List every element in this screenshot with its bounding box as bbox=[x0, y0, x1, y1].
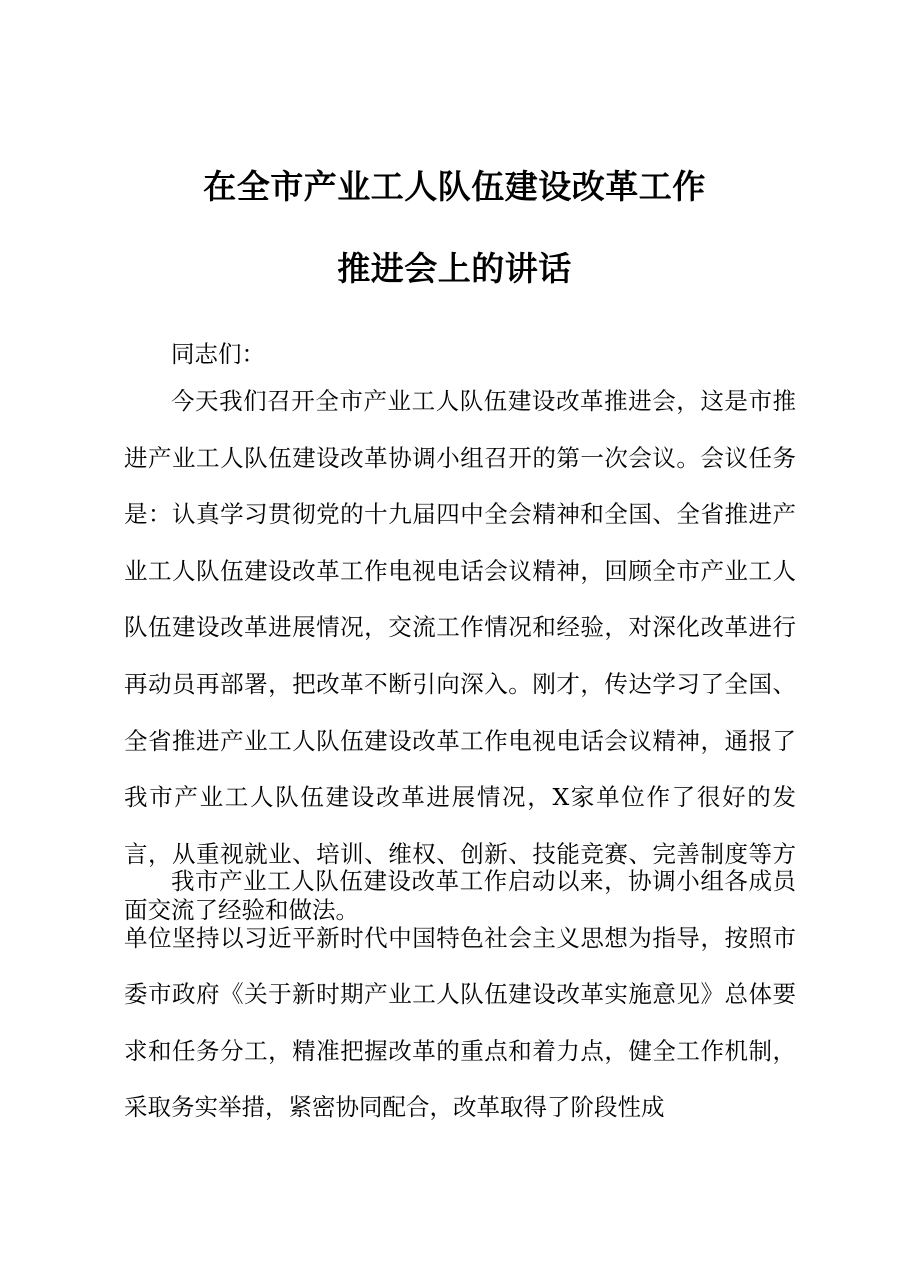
paragraph-1: 今天我们召开全市产业工人队伍建设改革推进会，这是市推进产业工人队伍建设改革协调小组召开的第一次会议。会议任务是：认真学习贯彻党的十九届四中全会精神和全国、全省推进产业工人队伍建设改革工作电视电话会议精神，回顾全市产业工人队伍建设改革进展情况，交流工作情况和经验，对深化改革进行再动员再部署，把改革不断引向深入。刚才，传达学习了全国、全省推进产业工人队伍建设改革工作电视电话会议精神，通报了我市产业工人队伍建设改革进展情况，X家单位作了很好的发言，从重视就业、培训、维权、创新、技能竞赛、完善制度等方面交流了经验和做法。 bbox=[124, 387, 796, 925]
document-title-line-2: 推进会上的讲话 bbox=[337, 249, 572, 288]
salutation: 同志们： bbox=[171, 340, 265, 368]
paragraph-2: 我市产业工人队伍建设改革工作启动以来，协调小组各成员单位坚持以习近平新时代中国特色社会主义思想为指导，按照市委市政府《关于新时期产业工人队伍建设改革实施意见》总体要求和任务分工，精准把握改革的重点和着力点，健全工作机制，采取务实举措，紧密协同配合，改革取得了阶段性成 bbox=[124, 867, 796, 1122]
document-title-line-1: 在全市产业工人队伍建设改革工作 bbox=[203, 167, 706, 206]
